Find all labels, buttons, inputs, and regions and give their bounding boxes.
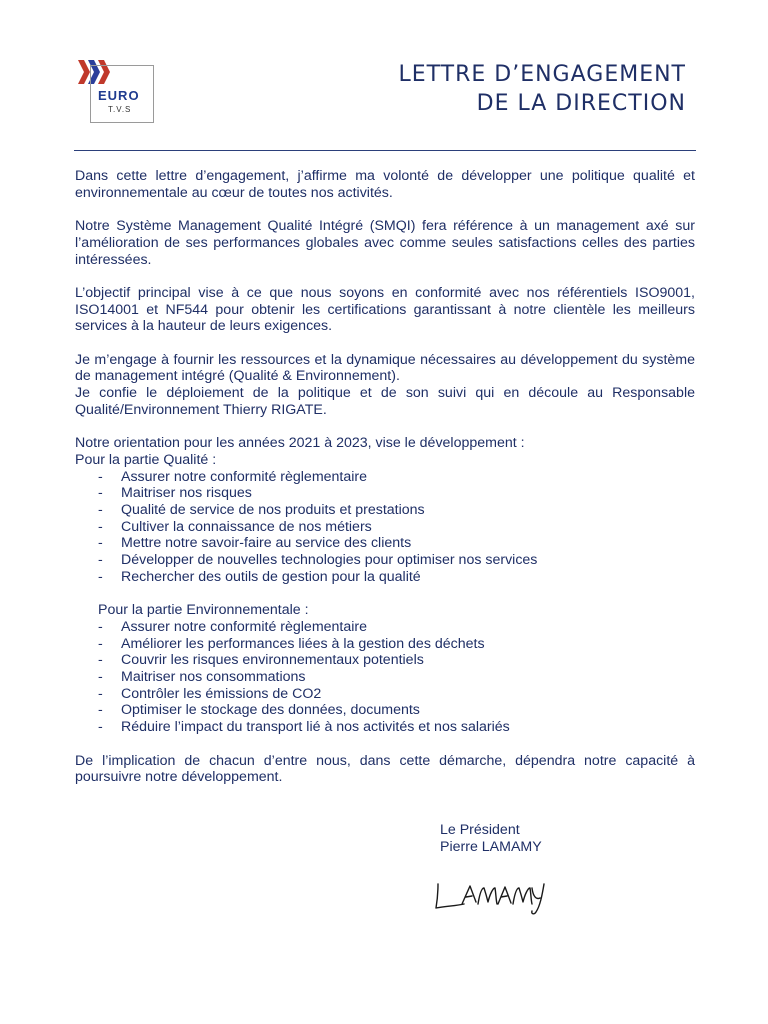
environment-item — [75, 636, 695, 653]
bullet-dash: - — [98, 702, 103, 719]
quality-item-text: Mettre notre savoir-faire au service des clients — [121, 535, 412, 552]
bullet-dash: - — [98, 535, 103, 552]
quality-item-text: Assurer notre conformité règlementaire — [121, 468, 368, 485]
environment-item-text: Contrôler les émissions de CO2 — [121, 685, 322, 702]
quality-item — [75, 485, 695, 502]
quality-item — [75, 535, 695, 552]
bullet-dash: - — [98, 568, 103, 585]
header-divider — [74, 150, 696, 151]
bullet-dash: - — [98, 685, 103, 702]
bullet-dash: - — [98, 552, 103, 569]
bullet-dash: - — [98, 485, 103, 502]
bullet-dash: - — [98, 719, 103, 736]
quality-item — [75, 469, 695, 486]
environment-item — [75, 652, 695, 669]
environment-item-text: Réduire l’impact du transport lié à nos activités et nos salariés — [121, 719, 510, 736]
paragraph-delegation: Je confie le déploiement de la politique et de son suivi qui en découle au Responsable Qualité/Environnement Thierry RIGATE. — [75, 385, 695, 418]
quality-list — [75, 469, 695, 586]
bullet-dash: - — [98, 468, 103, 485]
environment-item — [75, 702, 695, 719]
paragraph-smqi: Notre Système Management Qualité Intégré (SMQI) fera référence à un management axé sur l’amélioration de ses performances globales avec comme seules satisfactions celles des parties intéressées. — [75, 218, 695, 268]
signature-block — [440, 822, 542, 856]
environment-heading: Pour la partie Environnementale : — [98, 602, 309, 619]
orientation-text: Notre orientation pour les années 2021 à 2023, vise le développement : — [75, 435, 525, 452]
environment-item-text: Assurer notre conformité règlementaire — [121, 618, 368, 635]
environment-item-text: Optimiser le stockage des données, documents — [121, 702, 420, 719]
title-line-1: LETTRE D’ENGAGEMENT — [398, 62, 686, 87]
quality-item-text: Qualité de service de nos produits et prestations — [121, 502, 425, 518]
quality-heading: Pour la partie Qualité : — [75, 451, 217, 468]
logo-brand: EURO — [98, 88, 140, 103]
quality-item-text: Développer de nouvelles technologies pour optimiser nos services — [121, 552, 538, 569]
environment-item — [75, 719, 695, 736]
environment-item — [75, 686, 695, 703]
bullet-dash: - — [98, 502, 103, 518]
quality-item-text: Rechercher des outils de gestion pour la qualité — [121, 568, 421, 585]
environment-item — [75, 669, 695, 686]
signatory-name: Pierre LAMAMY — [440, 839, 542, 855]
environment-list — [75, 619, 695, 736]
bullet-dash: - — [98, 635, 103, 652]
quality-item — [75, 552, 695, 569]
bullet-dash: - — [98, 652, 103, 669]
handwritten-signature — [432, 878, 552, 918]
company-logo — [78, 60, 154, 124]
paragraph-closing: De l’implication de chacun d’entre nous, dans cette démarche, dépendra notre capacité à poursuivre notre développement. — [75, 752, 695, 786]
document-title — [398, 60, 686, 118]
paragraph-objective: L’objectif principal vise à ce que nous soyons en conformité avec nos référentiels ISO9001, ISO14001 et NF544 pour obtenir les certifications garantissant à notre clientèle les meilleurs services à la hauteur de leurs exigences. — [75, 284, 695, 335]
bullet-dash: - — [98, 618, 103, 635]
quality-item — [75, 502, 695, 519]
quality-item — [75, 519, 695, 536]
environment-item — [75, 619, 695, 636]
environment-item-text: Maitriser nos consommations — [121, 669, 306, 686]
paragraph-commitment: Je m’engage à fournir les ressources et la dynamique nécessaires au développement du système de management intégré (Qualité & Environnement). — [75, 351, 695, 385]
bullet-dash: - — [98, 669, 103, 686]
signatory-role: Le Président — [440, 822, 520, 838]
bullet-dash: - — [98, 518, 103, 535]
title-line-2: DE LA DIRECTION — [476, 91, 686, 116]
logo-subtitle: T.V.S — [108, 105, 132, 114]
letter-body — [75, 168, 695, 803]
quality-item — [75, 569, 695, 586]
quality-item-text: Cultiver la connaissance de nos métiers — [121, 518, 372, 535]
environment-item-text: Couvrir les risques environnementaux potentiels — [121, 652, 424, 669]
quality-item-text: Maitriser nos risques — [121, 485, 252, 502]
environment-item-text: Améliorer les performances liées à la gestion des déchets — [121, 635, 485, 652]
paragraph-intro: Dans cette lettre d’engagement, j’affirme ma volonté de développer une politique qualité et environnementale au cœur de toutes nos activités. — [75, 168, 695, 201]
